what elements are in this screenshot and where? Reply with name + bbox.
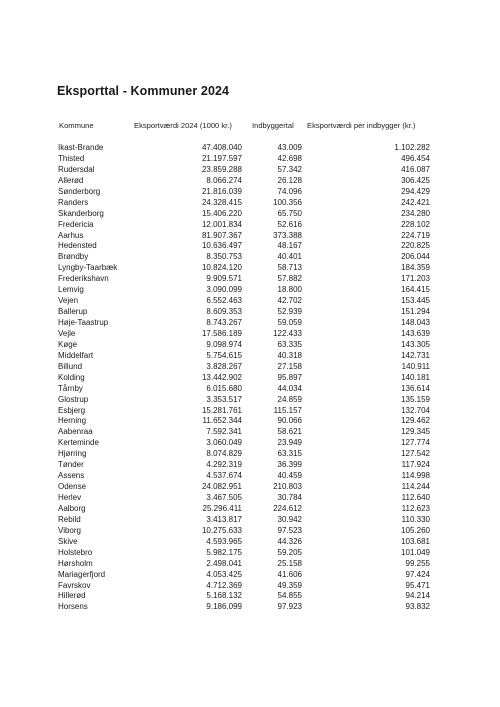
cell-export-per-capita: 148.043 [401, 318, 430, 327]
cell-municipality: Mariagerfjord [58, 569, 106, 579]
cell-municipality: Hedensted [58, 241, 97, 251]
cell-export-value: 25.296.411 [202, 503, 242, 513]
cell-export-value: 15.281.761 [201, 405, 242, 415]
cell-export-value: 7.592.341 [206, 427, 242, 437]
table-row [0, 187, 500, 198]
table-row [0, 263, 500, 274]
cell-municipality: Glostrup [58, 394, 89, 404]
cell-export-per-capita: 306.425 [401, 175, 430, 185]
cell-export-value: 9.186.099 [206, 602, 242, 612]
cell-export-value: 6.552.463 [206, 296, 242, 306]
cell-export-value: 3.353.517 [206, 394, 242, 404]
table-row [0, 340, 500, 351]
table-row [0, 515, 500, 526]
cell-population: 42.698 [277, 153, 302, 163]
cell-export-value: 9.909.571 [206, 274, 242, 284]
table-row [0, 220, 500, 231]
table-row [0, 362, 500, 373]
cell-municipality: Viborg [58, 525, 81, 535]
cell-municipality: Lemvig [58, 285, 84, 295]
cell-export-per-capita: 105.260 [401, 525, 430, 535]
cell-population: 224.612 [273, 503, 302, 513]
cell-population: 40.459 [277, 471, 302, 481]
table-row [0, 395, 500, 406]
table-row [0, 296, 500, 307]
cell-municipality: Thisted [58, 153, 85, 163]
cell-population: 373.388 [273, 230, 302, 240]
cell-export-per-capita: 416.087 [401, 164, 430, 174]
cell-export-value: 11.652.344 [202, 416, 242, 426]
cell-population: 115.157 [273, 405, 302, 415]
cell-export-per-capita: 206.044 [401, 252, 430, 262]
table-row [0, 504, 500, 515]
table-row [0, 198, 500, 209]
cell-export-value: 8.066.274 [206, 175, 242, 185]
cell-export-per-capita: 127.542 [401, 449, 430, 459]
cell-export-per-capita: 143.639 [401, 328, 430, 338]
cell-export-per-capita: 95.471 [405, 580, 430, 590]
column-header-export-per-capita: Eksportværdi per indbygger (kr.) [307, 121, 416, 130]
cell-export-per-capita: 142.731 [401, 350, 430, 360]
table-row [0, 559, 500, 570]
cell-population: 52.939 [277, 307, 302, 317]
cell-export-per-capita: 110.330 [401, 514, 430, 524]
table-row [0, 493, 500, 504]
table-row [0, 209, 500, 220]
cell-municipality: Tårnby [58, 383, 83, 393]
table-row [0, 351, 500, 362]
table-row [0, 406, 500, 417]
cell-population: 36.399 [277, 460, 302, 470]
cell-export-per-capita: 224.719 [401, 230, 430, 240]
cell-export-value: 9.098.974 [206, 339, 242, 349]
table-row [0, 438, 500, 449]
cell-municipality: Aarhus [58, 230, 84, 240]
table-row [0, 526, 500, 537]
cell-population: 44.326 [277, 536, 302, 546]
cell-export-value: 15.406.220 [201, 208, 242, 218]
cell-export-value: 24.328.415 [201, 197, 242, 207]
cell-population: 210.803 [273, 482, 302, 492]
cell-population: 58.621 [277, 427, 302, 437]
cell-municipality: Ikast-Brande [58, 143, 104, 152]
table-row [0, 318, 500, 329]
table-row [0, 602, 500, 613]
cell-export-per-capita: 184.359 [401, 263, 430, 273]
cell-export-value: 8.743.267 [206, 318, 242, 327]
table-row [0, 427, 500, 438]
table-row [0, 591, 500, 602]
cell-population: 97.923 [277, 602, 302, 612]
table-row [0, 570, 500, 581]
cell-export-per-capita: 140.181 [401, 372, 430, 382]
cell-municipality: Køge [58, 339, 78, 349]
cell-municipality: Aabenraa [58, 427, 93, 437]
cell-population: 43.009 [277, 143, 302, 152]
table-row [0, 416, 500, 427]
cell-export-per-capita: 135.159 [401, 394, 430, 404]
cell-export-per-capita: 171.203 [401, 274, 430, 284]
cell-export-per-capita: 112.640 [401, 493, 430, 502]
cell-export-per-capita: 151.294 [401, 307, 430, 317]
cell-population: 23.949 [277, 438, 302, 448]
cell-export-per-capita: 129.462 [401, 416, 430, 426]
cell-population: 57.882 [277, 274, 302, 284]
cell-municipality: Aalborg [58, 503, 86, 513]
table-row [0, 252, 500, 263]
table-row [0, 581, 500, 592]
cell-population: 122.433 [273, 328, 302, 338]
cell-population: 57.342 [277, 164, 302, 174]
table-row [0, 548, 500, 559]
cell-export-value: 10.824.120 [201, 263, 242, 273]
cell-export-per-capita: 112.623 [401, 503, 430, 513]
cell-export-value: 3.060.049 [206, 438, 242, 448]
cell-municipality: Rebild [58, 514, 81, 524]
table-row [0, 482, 500, 493]
cell-municipality: Favrskov [58, 580, 91, 590]
cell-export-value: 8.350.753 [206, 252, 242, 262]
cell-export-value: 4.053.425 [206, 569, 242, 579]
cell-export-per-capita: 129.345 [401, 427, 430, 437]
cell-population: 65.750 [277, 208, 302, 218]
table-row [0, 241, 500, 252]
cell-population: 59.205 [277, 547, 302, 557]
table-row [0, 231, 500, 242]
cell-population: 41.606 [277, 569, 302, 579]
cell-export-value: 10.275.633 [201, 525, 242, 535]
cell-population: 24.859 [277, 394, 302, 404]
cell-municipality: Randers [58, 197, 89, 207]
cell-population: 58.713 [277, 263, 302, 273]
cell-population: 95.897 [277, 372, 302, 382]
table-row [0, 460, 500, 471]
cell-export-value: 3.090.099 [206, 285, 242, 295]
table-row [0, 373, 500, 384]
cell-municipality: Odense [58, 482, 87, 492]
cell-population: 40.401 [277, 252, 302, 262]
cell-export-per-capita: 97.424 [405, 569, 430, 579]
data-table-body [0, 143, 500, 613]
cell-export-per-capita: 114.998 [401, 471, 430, 481]
cell-population: 74.096 [277, 186, 302, 196]
cell-municipality: Høje-Taastrup [58, 318, 109, 327]
cell-municipality: Billund [58, 361, 83, 371]
cell-export-per-capita: 242.421 [401, 197, 430, 207]
cell-export-per-capita: 103.681 [401, 536, 430, 546]
cell-population: 30.942 [277, 514, 302, 524]
table-row [0, 285, 500, 296]
cell-export-per-capita: 234.280 [401, 208, 430, 218]
cell-export-value: 12.001.834 [201, 219, 242, 229]
cell-population: 48.167 [277, 241, 302, 251]
cell-export-per-capita: 101.049 [401, 547, 430, 557]
cell-population: 18.800 [277, 285, 302, 295]
cell-export-value: 5.754.615 [206, 350, 242, 360]
cell-population: 100.356 [273, 197, 302, 207]
cell-export-per-capita: 136.614 [401, 383, 430, 393]
cell-export-value: 8.609.353 [206, 307, 242, 317]
column-header-municipality: Kommune [59, 121, 94, 130]
cell-export-value: 23.859.288 [201, 164, 242, 174]
cell-export-value: 3.467.505 [206, 493, 242, 502]
column-header-export-value: Eksportværdi 2024 (1000 kr.) [134, 121, 232, 130]
cell-municipality: Hillerød [58, 591, 86, 601]
cell-municipality: Tønder [58, 460, 84, 470]
cell-municipality: Assens [58, 471, 85, 481]
cell-export-per-capita: 1.102.282 [394, 143, 430, 152]
cell-municipality: Herning [58, 416, 87, 426]
page-title: Eksporttal - Kommuner 2024 [57, 84, 230, 98]
cell-population: 49.359 [277, 580, 302, 590]
cell-export-value: 21.197.597 [201, 153, 242, 163]
table-row [0, 471, 500, 482]
cell-municipality: Skive [58, 536, 78, 546]
cell-municipality: Holstebro [58, 547, 93, 557]
cell-population: 59.059 [277, 318, 302, 327]
table-row [0, 165, 500, 176]
column-header-population: Indbyggertal [252, 121, 294, 130]
cell-municipality: Rudersdal [58, 164, 95, 174]
cell-export-per-capita: 93.832 [405, 602, 430, 612]
cell-export-value: 4.292.319 [206, 460, 242, 470]
cell-municipality: Hørsholm [58, 558, 93, 568]
cell-population: 26.128 [277, 175, 302, 185]
cell-export-value: 6.015.680 [206, 383, 242, 393]
cell-export-value: 4.712.369 [206, 580, 242, 590]
cell-export-per-capita: 127.774 [401, 438, 430, 448]
cell-population: 40.318 [277, 350, 302, 360]
cell-population: 25.158 [277, 558, 302, 568]
cell-export-per-capita: 496.454 [401, 153, 430, 163]
cell-export-value: 24.082.951 [201, 482, 242, 492]
cell-export-per-capita: 143.305 [401, 339, 430, 349]
cell-municipality: Vejen [58, 296, 79, 306]
cell-export-value: 47.408.040 [201, 143, 242, 152]
cell-export-value: 3.828.267 [206, 361, 242, 371]
table-row [0, 154, 500, 165]
cell-export-per-capita: 153.445 [401, 296, 430, 306]
cell-export-value: 10.636.497 [201, 241, 242, 251]
cell-municipality: Middelfart [58, 350, 94, 360]
table-row [0, 307, 500, 318]
table-row [0, 537, 500, 548]
cell-municipality: Kerteminde [58, 438, 99, 448]
cell-export-value: 13.442.902 [201, 372, 242, 382]
table-row [0, 384, 500, 395]
table-row [0, 176, 500, 187]
cell-municipality: Horsens [58, 602, 88, 612]
cell-population: 42.702 [277, 296, 302, 306]
cell-municipality: Allerød [58, 175, 84, 185]
cell-municipality: Lyngby-Taarbæk [58, 263, 118, 273]
cell-municipality: Brøndby [58, 252, 89, 262]
cell-municipality: Herlev [58, 493, 82, 502]
cell-municipality: Kolding [58, 372, 85, 382]
cell-municipality: Ballerup [58, 307, 88, 317]
cell-population: 52.616 [277, 219, 302, 229]
cell-municipality: Fredericia [58, 219, 94, 229]
cell-export-value: 4.593.965 [206, 536, 242, 546]
cell-export-value: 17.586.189 [201, 328, 242, 338]
cell-export-per-capita: 132.704 [401, 405, 430, 415]
table-row [0, 329, 500, 340]
cell-export-value: 21.816.039 [201, 186, 242, 196]
table-row [0, 143, 500, 154]
cell-municipality: Esbjerg [58, 405, 86, 415]
cell-export-per-capita: 117.924 [401, 460, 430, 470]
cell-export-per-capita: 140.911 [401, 361, 430, 371]
cell-municipality: Skanderborg [58, 208, 104, 218]
cell-export-per-capita: 99.255 [405, 558, 430, 568]
cell-municipality: Frederikshavn [58, 274, 109, 284]
cell-export-value: 81.907.367 [201, 230, 242, 240]
cell-export-value: 5.982.175 [206, 547, 242, 557]
cell-export-per-capita: 94.214 [405, 591, 430, 601]
cell-export-per-capita: 294.429 [401, 186, 430, 196]
cell-export-value: 2.498.041 [206, 558, 242, 568]
cell-export-value: 4.537.674 [206, 471, 242, 481]
cell-export-value: 3.413.817 [206, 514, 242, 524]
cell-export-per-capita: 228.102 [401, 219, 430, 229]
table-row [0, 274, 500, 285]
cell-population: 63.335 [277, 339, 302, 349]
cell-population: 27.158 [277, 361, 302, 371]
cell-municipality: Sønderborg [58, 186, 101, 196]
cell-export-per-capita: 164.415 [401, 285, 430, 295]
cell-population: 90.066 [277, 416, 302, 426]
cell-population: 97.523 [277, 525, 302, 535]
cell-municipality: Hjørring [58, 449, 87, 459]
cell-population: 30.784 [277, 493, 302, 502]
cell-municipality: Vejle [58, 328, 76, 338]
cell-export-per-capita: 220.825 [401, 241, 430, 251]
cell-population: 54.855 [277, 591, 302, 601]
cell-export-per-capita: 114.244 [401, 482, 430, 492]
cell-population: 63.315 [277, 449, 302, 459]
cell-export-value: 5.168.132 [206, 591, 242, 601]
cell-export-value: 8.074.829 [206, 449, 242, 459]
table-row [0, 449, 500, 460]
cell-population: 44.034 [277, 383, 302, 393]
